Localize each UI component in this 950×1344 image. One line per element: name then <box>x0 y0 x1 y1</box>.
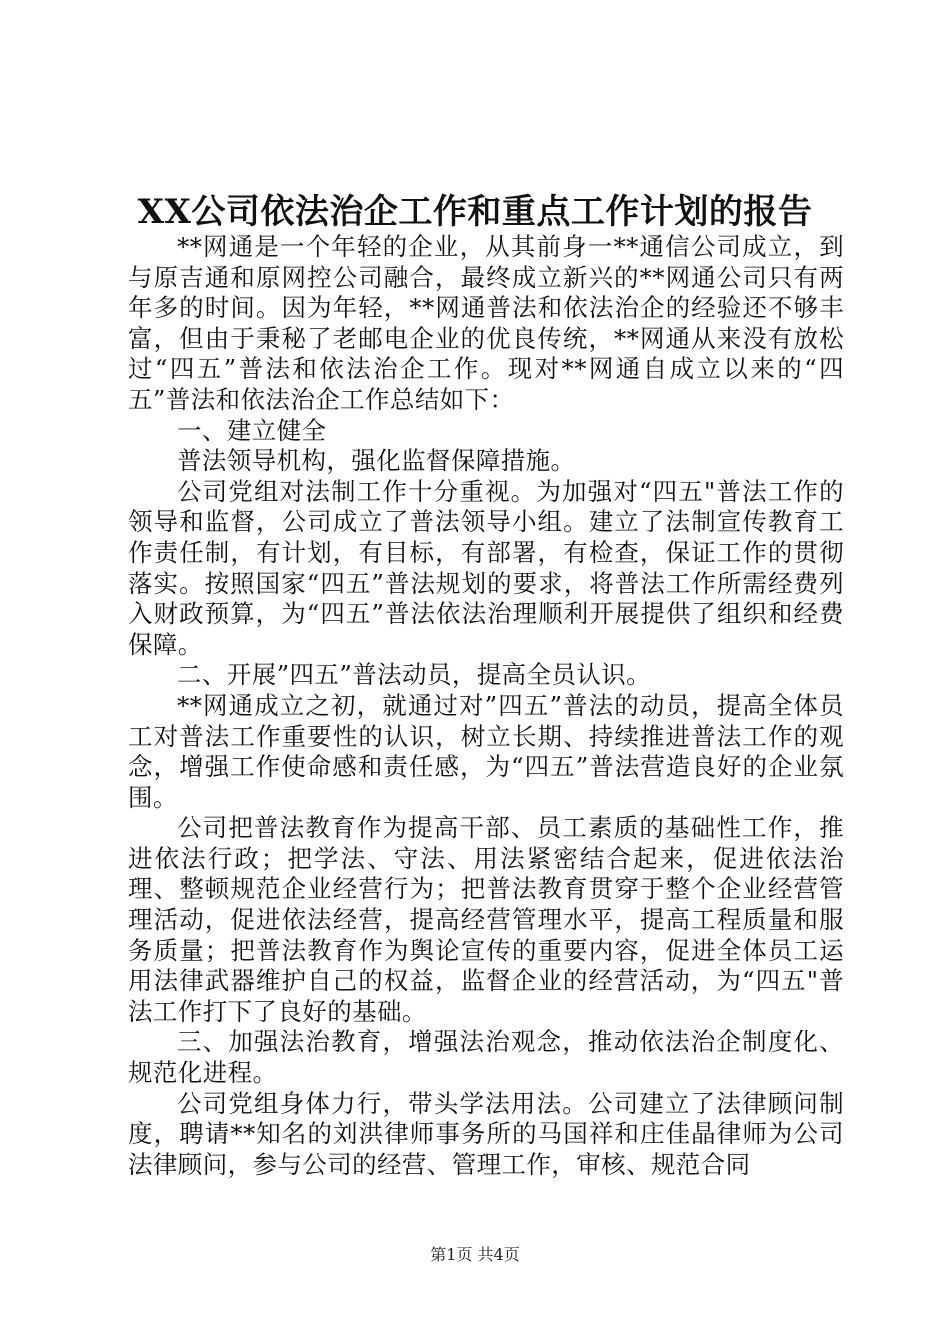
page-number-footer: 第1页 共4页 <box>430 1245 520 1264</box>
paragraph: 公司党组对法制工作十分重视。为加强对“四五"普法工作的领导和监督，公司成立了普法领导小组。建立了法制宣传教育工作责任制，有计划，有目标，有部署，有检查，保证工作的贯彻落实。按照国家“四五”普法规划的要求，将普法工作所需经费列入财政预算，为“四五”普法依法治理顺利开展提供了组织和经费保障。 <box>128 476 844 659</box>
paragraph: 普法领导机构，强化监督保障措施。 <box>177 446 576 476</box>
section-heading-1: 一、建立健全 <box>177 415 327 445</box>
paragraph-intro: **网通是一个年轻的企业，从其前身一**通信公司成立，到与原吉通和原网控公司融合，最终成立新兴的**网通公司只有两年多的时间。因为年轻，**网通普法和依法治企的经验还不够丰富，但由于秉秘了老邮电企业的优良传统，**网通从来没有放松过“四五”普法和依法治企工作。现对**网通自成立以来的“四五”普法和依法治企工作总结如下： <box>128 232 844 414</box>
section-heading-2: 二、开展”四五”普法动员，提高全员认识。 <box>177 660 652 690</box>
paragraph: 公司党组身体力行，带头学法用法。公司建立了法律顾问制度，聘请**知名的刘洪律师事务所的马国祥和庄佳晶律师为公司法律顾问，参与公司的经营、管理工作，审核、规范合同 <box>128 1088 844 1179</box>
paragraph: **网通成立之初，就通过对”四五”普法的动员，提高全体员工对普法工作重要性的认识，树立长期、持续推进普法工作的观念，增强工作使命感和责任感，为“四五”普法营造良好的企业氛围。 <box>128 690 844 812</box>
document-title: XX公司依法治企工作和重点工作计划的报告 <box>137 192 813 232</box>
document-body <box>128 232 844 1180</box>
section-heading-3: 三、加强法治教育，增强法治观念，推动依法治企制度化、规范化进程。 <box>128 1027 844 1088</box>
paragraph: 公司把普法教育作为提高干部、员工素质的基础性工作，推进依法行政；把学法、守法、用法紧密结合起来，促进依法治理、整顿规范企业经营行为；把普法教育贯穿于整个企业经营管理活动，促进依法经营，提高经营管理水平，提高工程质量和服务质量；把普法教育作为舆论宣传的重要内容，促进全体员工运用法律武器维护自己的权益，监督企业的经营活动，为“四五"普法工作打下了良好的基础。 <box>128 813 844 1026</box>
